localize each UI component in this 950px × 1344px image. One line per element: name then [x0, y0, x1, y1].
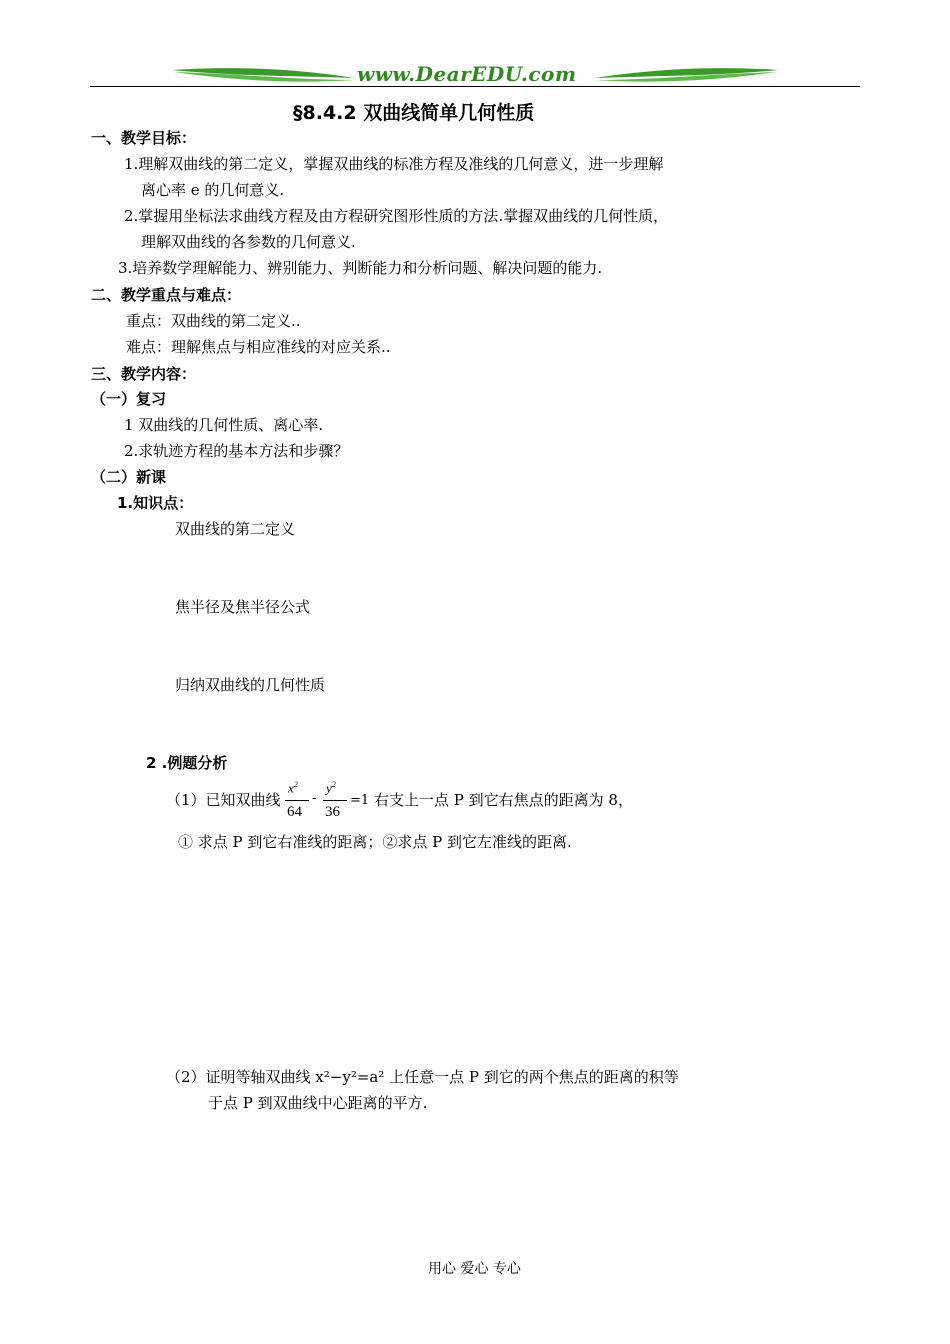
- fraction-y-over-36: [323, 780, 347, 826]
- knowledge-item: 归纳双曲线的几何性质: [175, 676, 326, 694]
- difficulty: 难点：理解焦点与相应准线的对应关系..: [126, 338, 391, 356]
- frac2-numerator: y: [326, 780, 332, 796]
- new-lesson-heading: （二）新课: [91, 468, 167, 486]
- page-footer: 用心 爱心 专心: [428, 1261, 521, 1277]
- examples-heading: 2 .例题分析: [146, 754, 228, 772]
- example2-line: 于点 P 到双曲线中心距离的平方.: [208, 1094, 428, 1112]
- section2-heading: 二、教学重点与难点：: [91, 286, 242, 304]
- example1-questions: ① 求点 P 到它右准线的距离；②求点 P 到它左准线的距离.: [178, 833, 572, 851]
- example1-prefix: （1）已知双曲线: [166, 791, 281, 809]
- objective-line: 3.培养数学理解能力、辨别能力、判断能力和分析问题、解决问题的能力.: [118, 259, 603, 277]
- section1-heading: 一、教学目标：: [91, 129, 197, 147]
- knowledge-item: 焦半径及焦半径公式: [175, 598, 311, 616]
- review-heading: （一）复习: [91, 390, 167, 408]
- example2-line: （2）证明等轴双曲线 x²−y²=a² 上任意一点 P 到它的两个焦点的距离的积等: [166, 1068, 679, 1086]
- minus-sign: -: [312, 791, 317, 806]
- frac2-denominator: 36: [325, 804, 340, 820]
- objective-line: 2.掌握用坐标法求曲线方程及由方程研究图形性质的方法.掌握双曲线的几何性质，: [124, 207, 669, 225]
- fraction-x-over-64: [285, 780, 309, 826]
- example1-suffix: 右支上一点 P 到它右焦点的距离为 8，: [374, 791, 633, 809]
- review-item: 2.求轨迹方程的基本方法和步骤？: [124, 442, 349, 460]
- page-title: §8.4.2 双曲线简单几何性质: [293, 102, 535, 124]
- knowledge-heading: 1.知识点：: [117, 494, 194, 512]
- frac1-exponent: 2: [293, 780, 298, 789]
- key-point: 重点：双曲线的第二定义..: [126, 312, 301, 330]
- frac1-numerator: x: [288, 780, 294, 796]
- frac2-exponent: 2: [331, 780, 336, 789]
- header-rule: [90, 86, 860, 87]
- objective-line: 理解双曲线的各参数的几何意义.: [141, 233, 356, 251]
- objective-line: 离心率 e 的几何意义.: [141, 181, 285, 199]
- review-item: 1 双曲线的几何性质、离心率.: [124, 416, 324, 434]
- section3-heading: 三、教学内容：: [91, 365, 197, 383]
- frac1-denominator: 64: [287, 804, 302, 820]
- equals-one: =1: [350, 793, 370, 808]
- knowledge-item: 双曲线的第二定义: [175, 520, 296, 538]
- objective-line: 1.理解双曲线的第二定义，掌握双曲线的标准方程及准线的几何意义，进一步理解: [124, 155, 664, 173]
- logo-text: www.DearEDU.com: [357, 62, 577, 86]
